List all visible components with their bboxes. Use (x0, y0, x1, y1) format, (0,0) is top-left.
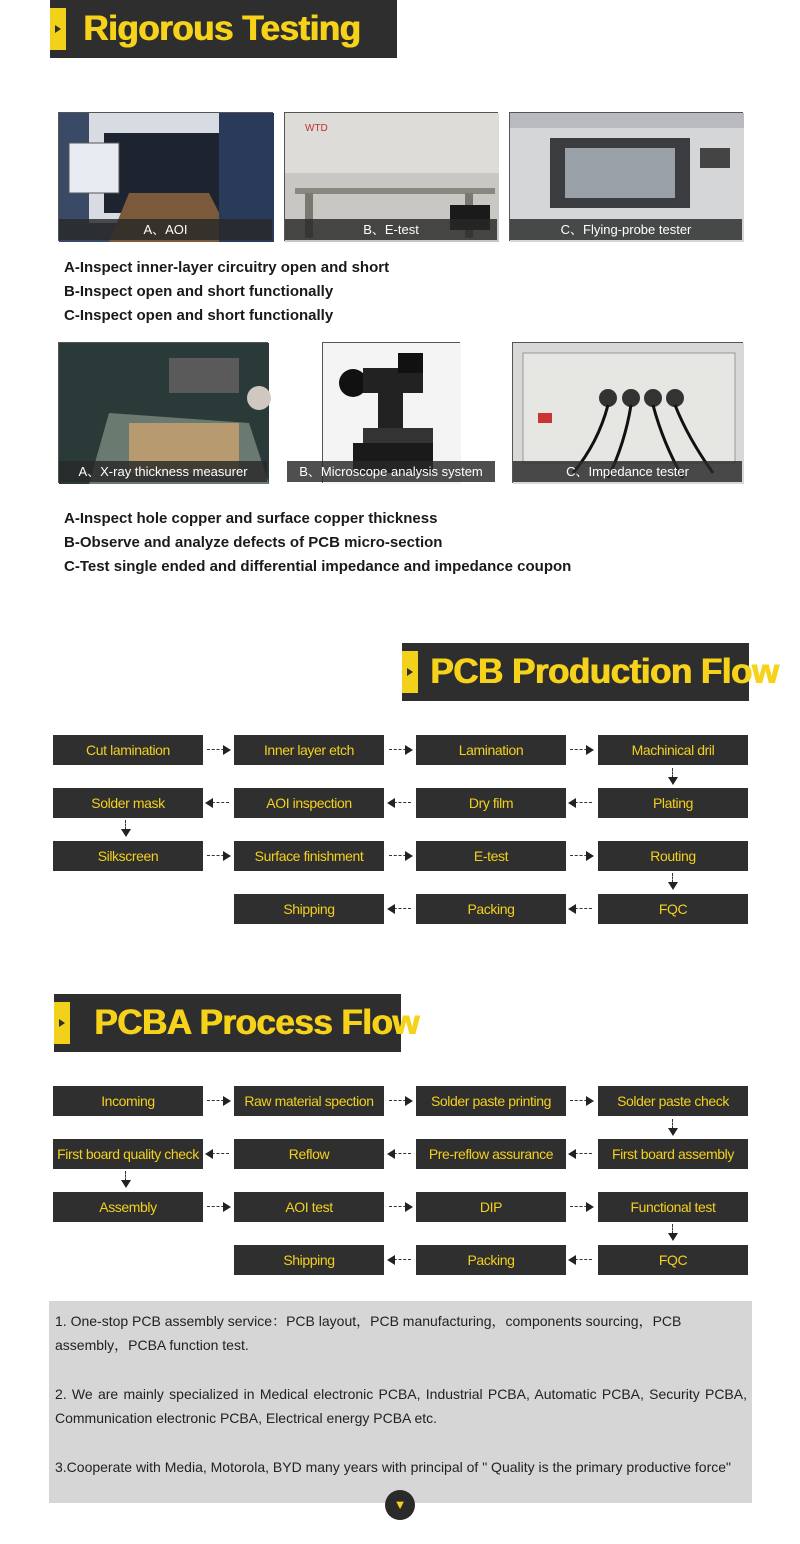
flow-step: Silkscreen (53, 841, 203, 871)
arrow-right-icon (386, 745, 414, 755)
arrow-left-icon (567, 1255, 595, 1265)
machine-brand-label: WTD (305, 123, 328, 134)
arrow-down-icon (668, 1224, 678, 1242)
info-paragraph: 1. One-stop PCB assembly service：PCB layout，PCB manufacturing，components sourcing，PCB assembly，PCBA function test. (55, 1313, 682, 1353)
testing-desc-line: B-Observe and analyze defects of PCB micro-section (64, 534, 443, 551)
photo-caption: C、Flying-probe tester (510, 219, 742, 240)
flow-step: Packing (416, 1245, 566, 1275)
testing-desc-line: A-Inspect hole copper and surface copper thickness (64, 510, 438, 527)
xray-measurer-photo (58, 342, 268, 483)
arrow-right-icon (204, 1096, 232, 1106)
info-paragraph: 2. We are mainly specialized in Medical electronic PCBA, Industrial PCBA, Automatic PCBA, Security PCBA, Communication electronic PCBA, Electrical energy PCBA etc. (55, 1386, 747, 1426)
arrow-left-icon (567, 1149, 595, 1159)
flow-step: Assembly (53, 1192, 203, 1222)
testing-desc-line: A-Inspect inner-layer circuitry open and short (64, 259, 390, 276)
flow-step: AOI test (234, 1192, 384, 1222)
aoi-machine-photo (58, 112, 273, 241)
arrow-left-icon (386, 798, 414, 808)
arrow-right-icon (567, 1096, 595, 1106)
pcba-process-flow-header (54, 994, 419, 1052)
flow-step: Shipping (234, 1245, 384, 1275)
arrow-left-icon (567, 798, 595, 808)
expand-more-icon[interactable]: ▼ (385, 1490, 415, 1520)
flow-step: E-test (416, 841, 566, 871)
arrow-right-icon (204, 1202, 232, 1212)
flow-step: FQC (598, 894, 748, 924)
flow-step: DIP (416, 1192, 566, 1222)
flow-step: Routing (598, 841, 748, 871)
flow-step: Plating (598, 788, 748, 818)
flow-step: First board quality check (53, 1139, 203, 1169)
photo-caption: C、Impedance tester (513, 461, 742, 482)
flow-step: Surface finishment (234, 841, 384, 871)
microscope-photo (299, 342, 483, 483)
flow-step: Raw material spection (234, 1086, 384, 1116)
arrow-right-icon (204, 745, 232, 755)
arrow-left-icon (386, 1255, 414, 1265)
arrow-right-icon (386, 1096, 414, 1106)
photo-caption: A、AOI (59, 219, 272, 240)
photo-caption: A、X-ray thickness measurer (59, 461, 267, 482)
flow-step: Reflow (234, 1139, 384, 1169)
arrow-right-icon (204, 851, 232, 861)
service-info-panel (49, 1301, 752, 1503)
pcb-production-flow-header (402, 643, 779, 701)
arrow-down-icon (668, 1119, 678, 1137)
arrow-down-icon (121, 820, 131, 838)
arrow-left-icon (204, 1149, 232, 1159)
flow-step: Inner layer etch (234, 735, 384, 765)
section-title: PCB Production Flow (430, 652, 779, 691)
flow-step: Cut lamination (53, 735, 203, 765)
impedance-tester-photo (512, 342, 743, 483)
flow-step: Functional test (598, 1192, 748, 1222)
flow-step: First board assembly (598, 1139, 748, 1169)
flow-step: Machinical dril (598, 735, 748, 765)
header-marker-icon (54, 1002, 70, 1044)
flow-step: Solder paste printing (416, 1086, 566, 1116)
flow-step: AOI inspection (234, 788, 384, 818)
section-title: PCBA Process Flow (94, 1003, 419, 1042)
header-marker-icon (402, 651, 418, 693)
flow-step: Dry film (416, 788, 566, 818)
flow-step: Shipping (234, 894, 384, 924)
flow-step: Solder paste check (598, 1086, 748, 1116)
rigorous-testing-header (50, 0, 397, 58)
photo-caption: B、Microscope analysis system (287, 461, 495, 482)
testing-desc-line: B-Inspect open and short functionally (64, 283, 334, 300)
flow-step: Incoming (53, 1086, 203, 1116)
section-title: Rigorous Testing (83, 9, 361, 48)
testing-desc-line: C-Inspect open and short functionally (64, 307, 334, 324)
arrow-down-icon (668, 768, 678, 786)
arrow-left-icon (204, 798, 232, 808)
arrow-right-icon (567, 1202, 595, 1212)
arrow-right-icon (386, 851, 414, 861)
arrow-left-icon (386, 904, 414, 914)
flow-step: Packing (416, 894, 566, 924)
flow-step: FQC (598, 1245, 748, 1275)
arrow-down-icon (668, 873, 678, 891)
e-test-machine-photo (284, 112, 498, 241)
flow-step: Solder mask (53, 788, 203, 818)
flow-step: Lamination (416, 735, 566, 765)
testing-desc-line: C-Test single ended and differential impedance and impedance coupon (64, 558, 572, 575)
flow-step: Pre-reflow assurance (416, 1139, 566, 1169)
arrow-left-icon (386, 1149, 414, 1159)
header-marker-icon (50, 8, 66, 50)
info-paragraph: 3.Cooperate with Media, Motorola, BYD many years with principal of " Quality is the primary productive force" (55, 1459, 731, 1475)
arrow-right-icon (567, 745, 595, 755)
flying-probe-photo (509, 112, 743, 241)
arrow-left-icon (567, 904, 595, 914)
arrow-down-icon (121, 1171, 131, 1189)
photo-caption: B、E-test (285, 219, 497, 240)
arrow-right-icon (567, 851, 595, 861)
arrow-right-icon (386, 1202, 414, 1212)
